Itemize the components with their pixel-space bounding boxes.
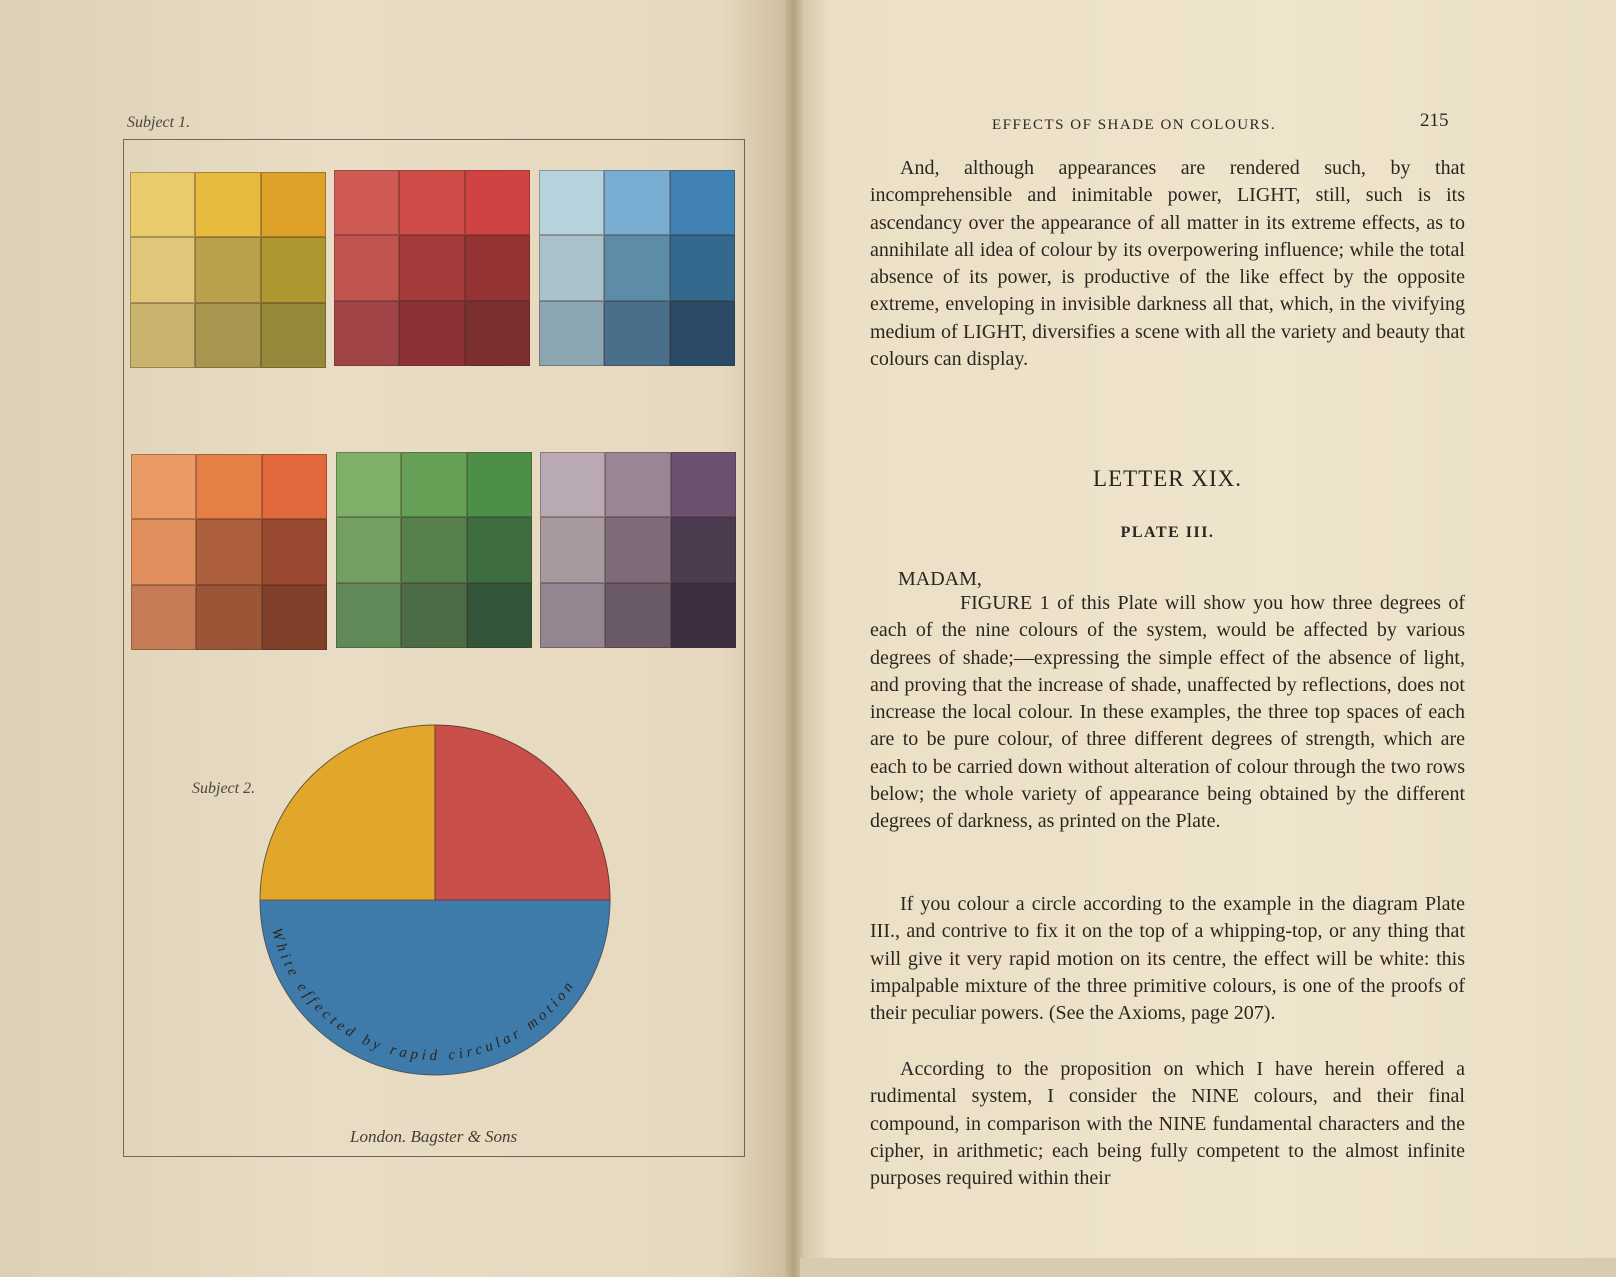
plate-heading: PLATE III. [1120, 524, 1215, 541]
swatch [131, 585, 196, 650]
swatch [604, 301, 669, 366]
blue-shade-grid [539, 170, 735, 366]
swatch [465, 235, 530, 300]
swatch [130, 237, 195, 302]
swatch [131, 519, 196, 584]
red-shade-grid [334, 170, 530, 366]
red-quadrant [435, 725, 610, 900]
letter-heading: LETTER XIX. [1093, 466, 1242, 491]
page-edge [800, 1258, 1616, 1277]
swatch [196, 519, 261, 584]
yellow-quadrant [260, 725, 435, 900]
swatch [195, 303, 260, 368]
salutation: MADAM, [898, 568, 982, 590]
swatch [195, 237, 260, 302]
swatch [336, 452, 401, 517]
swatch [465, 170, 530, 235]
swatch [334, 301, 399, 366]
swatch [131, 454, 196, 519]
swatch [336, 583, 401, 648]
swatch [401, 583, 466, 648]
paragraph-4: According to the proposition on which I have herein offered a rudimental system, I consider the NINE colours, and their final compound, in comparison with the NINE fundamental characters and the cipher, in arithmetic; each being fully competent to the almost infinite purposes required within their [870, 1058, 1465, 1190]
swatch [196, 454, 261, 519]
swatch [467, 452, 532, 517]
paragraph-1: And, although appearances are rendered such, by that incomprehensible and inimitable power, LIGHT, still, such is its ascendancy over the appearance of all matter in its extreme effects, as to annihilate all idea of colour by its overpowering influence; while the total absence of its power, is productive of the like effect by the opposite extreme, enveloping in invisible darkness all that, which, in the vivifying medium of LIGHT, diversifies a scene with all the variety and beauty that colours can display. [870, 157, 1465, 371]
swatch [399, 235, 464, 300]
swatch [539, 235, 604, 300]
swatch [671, 583, 736, 648]
swatch [670, 170, 735, 235]
swatch [539, 301, 604, 366]
plate-imprint: London. Bagster & Sons [350, 1127, 518, 1146]
subject-2-label: Subject 2. [192, 780, 256, 797]
swatch [399, 170, 464, 235]
green-shade-grid [336, 452, 532, 648]
swatch [262, 454, 327, 519]
swatch [671, 517, 736, 582]
purple-shade-grid [540, 452, 736, 648]
swatch [401, 452, 466, 517]
running-head: EFFECTS OF SHADE ON COLOURS. [992, 117, 1277, 133]
swatch [605, 583, 670, 648]
swatch [604, 170, 669, 235]
swatch [670, 301, 735, 366]
swatch [130, 303, 195, 368]
swatch [196, 585, 261, 650]
swatch [465, 301, 530, 366]
orange-shade-grid [131, 454, 327, 650]
swatch [670, 235, 735, 300]
color-wheel-diagram [250, 723, 620, 1093]
swatch [401, 517, 466, 582]
swatch [605, 517, 670, 582]
swatch [540, 583, 605, 648]
swatch [262, 519, 327, 584]
swatch [540, 452, 605, 517]
swatch [261, 172, 326, 237]
swatch [261, 237, 326, 302]
swatch [399, 301, 464, 366]
swatch [334, 235, 399, 300]
swatch [467, 517, 532, 582]
subject-1-label: Subject 1. [127, 114, 191, 131]
swatch [605, 452, 670, 517]
swatch [539, 170, 604, 235]
swatch [671, 452, 736, 517]
swatch [262, 585, 327, 650]
swatch [467, 583, 532, 648]
swatch [195, 172, 260, 237]
swatch [336, 517, 401, 582]
swatch [130, 172, 195, 237]
swatch [604, 235, 669, 300]
circle-caption: White effected by rapid circular motion [267, 926, 580, 1065]
paragraph-2: FIGURE 1 of this Plate will show you how three degrees of each of the nine colours of the system, would be affected by various degrees of shade;—expressing the simple effect of the absence of light, and proving that the increase of shade, unaffected by reflections, does not increase the local colour. In these examples, the three top spaces of each are to be pure colour, of three different degrees of strength, which are each to be carried down without alteration of colour through the two rows below; the whole variety of appearance being obtained by the different degrees of darkness, as printed on the Plate. [870, 592, 1465, 833]
swatch [334, 170, 399, 235]
swatch [261, 303, 326, 368]
book-gutter [785, 0, 803, 1277]
yellow-shade-grid [130, 172, 326, 368]
paragraph-3: If you colour a circle according to the example in the diagram Plate III., and contrive to fix it on the top of a whipping-top, or any thing that will give it very rapid motion on its centre, the effect will be white: this impalpable mixture of the three primitive colours, is one of the proofs of their peculiar powers. (See the Axioms, page 207). [870, 893, 1465, 1025]
swatch [540, 517, 605, 582]
page-number: 215 [1420, 110, 1449, 131]
